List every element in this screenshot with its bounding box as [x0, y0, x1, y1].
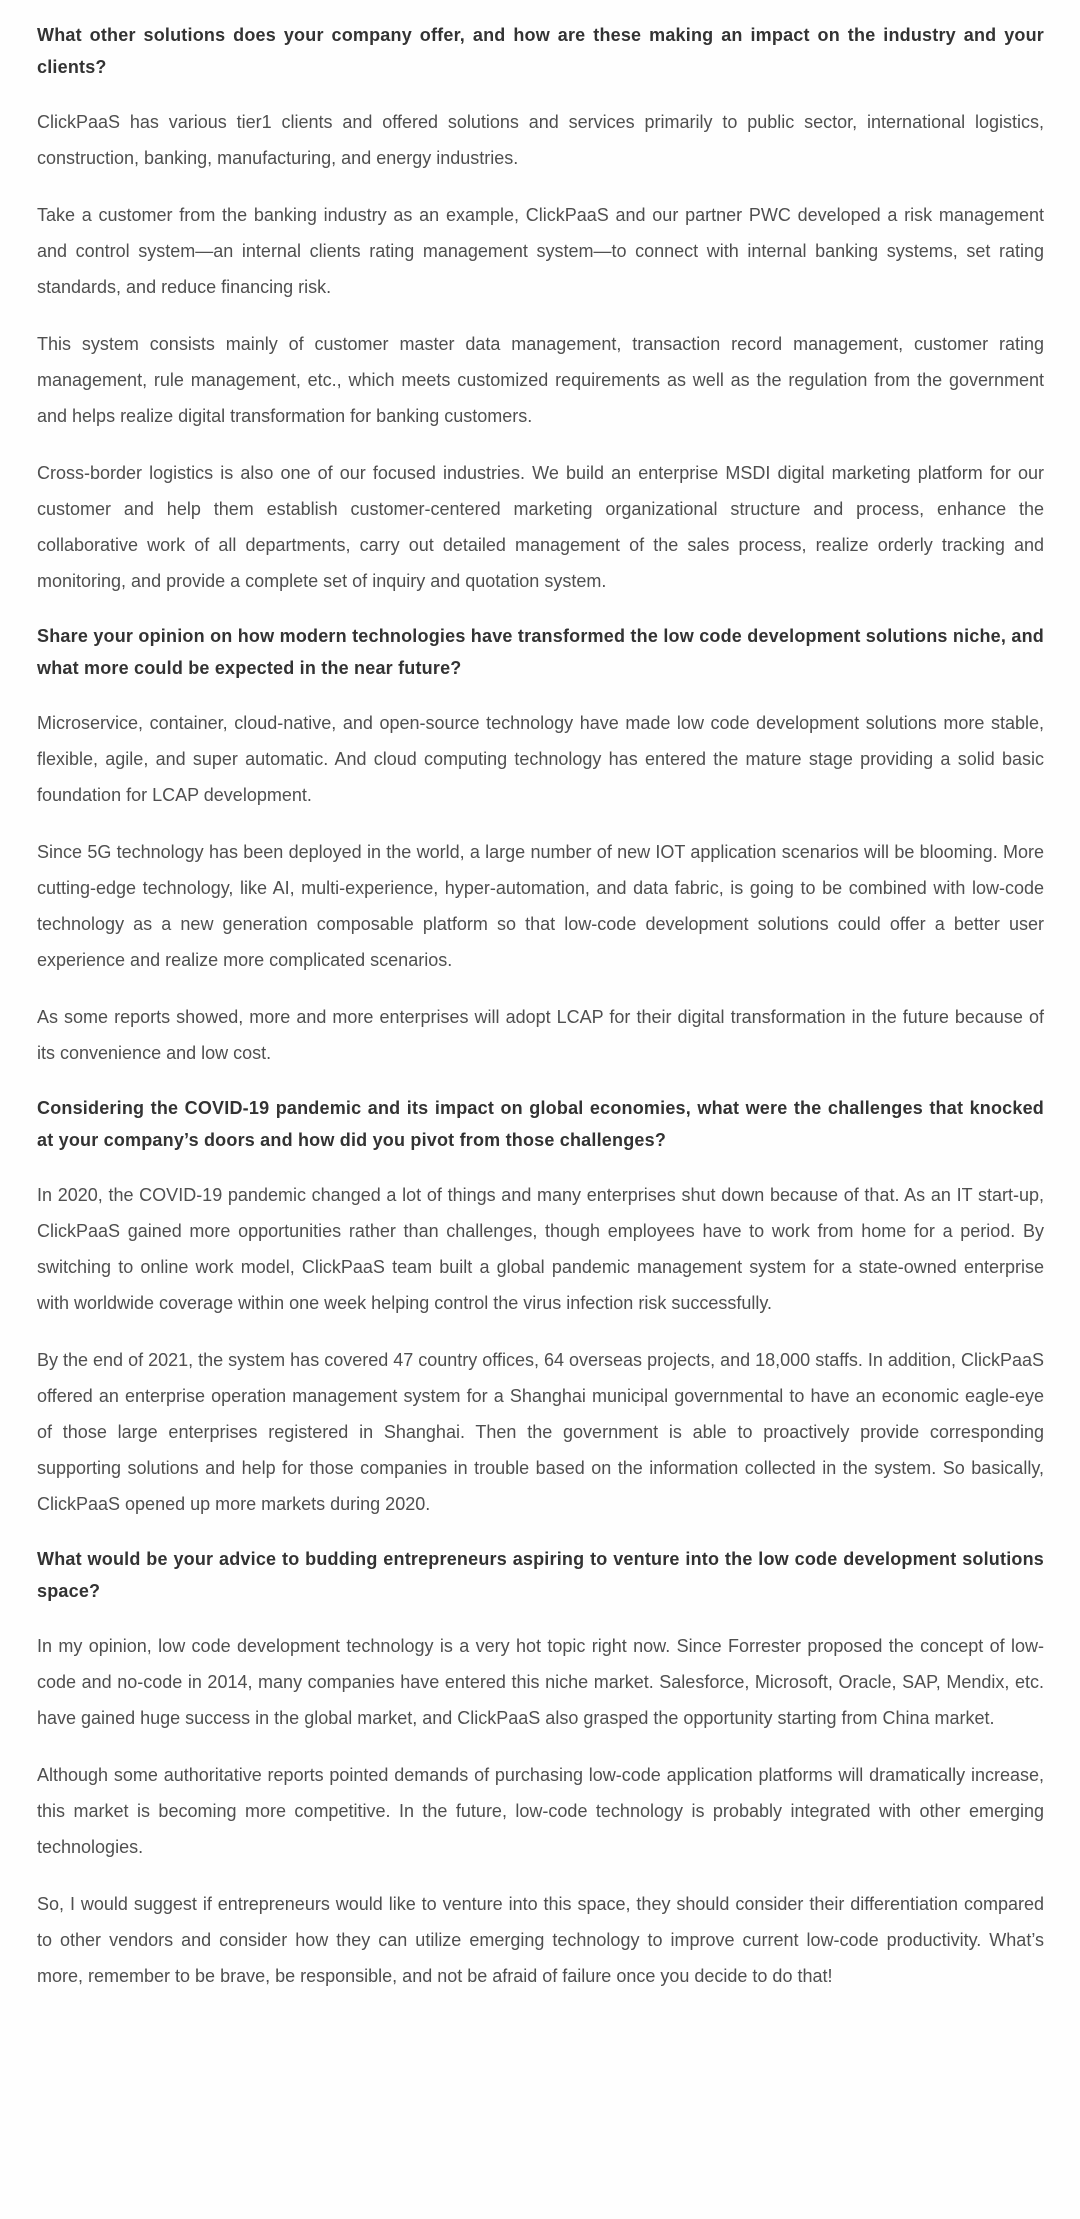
answer-paragraph: This system consists mainly of customer master data management, transaction record management, customer rating management, rule management, etc., which meets customized requirements as well as the regulation from the government and helps realize digital transformation for banking customers.	[37, 334, 1044, 426]
answer-paragraph: Since 5G technology has been deployed in the world, a large number of new IOT application scenarios will be blooming. More cutting-edge technology, like AI, multi-experience, hyper-automation, and data fabric, is going to be combined with low-code technology as a new generation composable platform so that low-code development solutions could offer a better user experience and realize more complicated scenarios.	[37, 842, 1044, 970]
answer-paragraph: In my opinion, low code development technology is a very hot topic right now. Since Forrester proposed the concept of low-code and no-code in 2014, many companies have entered this niche market. Salesforce, Microsoft, Oracle, SAP, Mendix, etc. have gained huge success in the global market, and ClickPaaS also grasped the opportunity starting from China market.	[37, 1636, 1044, 1728]
answer-paragraph: Although some authoritative reports pointed demands of purchasing low-code application platforms will dramatically increase, this market is becoming more competitive. In the future, low-code technology is probably integrated with other emerging technologies.	[37, 1765, 1044, 1857]
question-heading: What other solutions does your company offer, and how are these making an impact on the industry and your clients?	[37, 25, 1044, 77]
answer-paragraph: As some reports showed, more and more enterprises will adopt LCAP for their digital transformation in the future because of its convenience and low cost.	[37, 1007, 1044, 1063]
interview-article	[37, 19, 1044, 1994]
answer-paragraph: ClickPaaS has various tier1 clients and offered solutions and services primarily to public sector, international logistics, construction, banking, manufacturing, and energy industries.	[37, 112, 1044, 168]
question-heading: Share your opinion on how modern technologies have transformed the low code development solutions niche, and what more could be expected in the near future?	[37, 626, 1044, 678]
answer-paragraph: Take a customer from the banking industry as an example, ClickPaaS and our partner PWC developed a risk management and control system—an internal clients rating management system—to connect with internal banking systems, set rating standards, and reduce financing risk.	[37, 205, 1044, 297]
question-heading: What would be your advice to budding entrepreneurs aspiring to venture into the low code development solutions space?	[37, 1549, 1044, 1601]
question-heading: Considering the COVID-19 pandemic and its impact on global economies, what were the challenges that knocked at your company’s doors and how did you pivot from those challenges?	[37, 1098, 1044, 1150]
answer-paragraph: In 2020, the COVID-19 pandemic changed a lot of things and many enterprises shut down because of that. As an IT start-up, ClickPaaS gained more opportunities rather than challenges, though employees have to work from home for a period. By switching to online work model, ClickPaaS team built a global pandemic management system for a state-owned enterprise with worldwide coverage within one week helping control the virus infection risk successfully.	[37, 1185, 1044, 1313]
answer-paragraph: So, I would suggest if entrepreneurs would like to venture into this space, they should consider their differentiation compared to other vendors and consider how they can utilize emerging technology to improve current low-code productivity. What’s more, remember to be brave, be responsible, and not be afraid of failure once you decide to do that!	[37, 1894, 1044, 1986]
answer-paragraph: By the end of 2021, the system has covered 47 country offices, 64 overseas projects, and 18,000 staffs. In addition, ClickPaaS offered an enterprise operation management system for a Shanghai municipal governmental to have an economic eagle-eye of those large enterprises registered in Shanghai. Then the government is able to proactively provide corresponding supporting solutions and help for those companies in trouble based on the information collected in the system. So basically, ClickPaaS opened up more markets during 2020.	[37, 1350, 1044, 1514]
answer-paragraph: Cross-border logistics is also one of our focused industries. We build an enterprise MSDI digital marketing platform for our customer and help them establish customer-centered marketing organizational structure and process, enhance the collaborative work of all departments, carry out detailed management of the sales process, realize orderly tracking and monitoring, and provide a complete set of inquiry and quotation system.	[37, 463, 1044, 591]
answer-paragraph: Microservice, container, cloud-native, and open-source technology have made low code development solutions more stable, flexible, agile, and super automatic. And cloud computing technology has entered the mature stage providing a solid basic foundation for LCAP development.	[37, 713, 1044, 805]
